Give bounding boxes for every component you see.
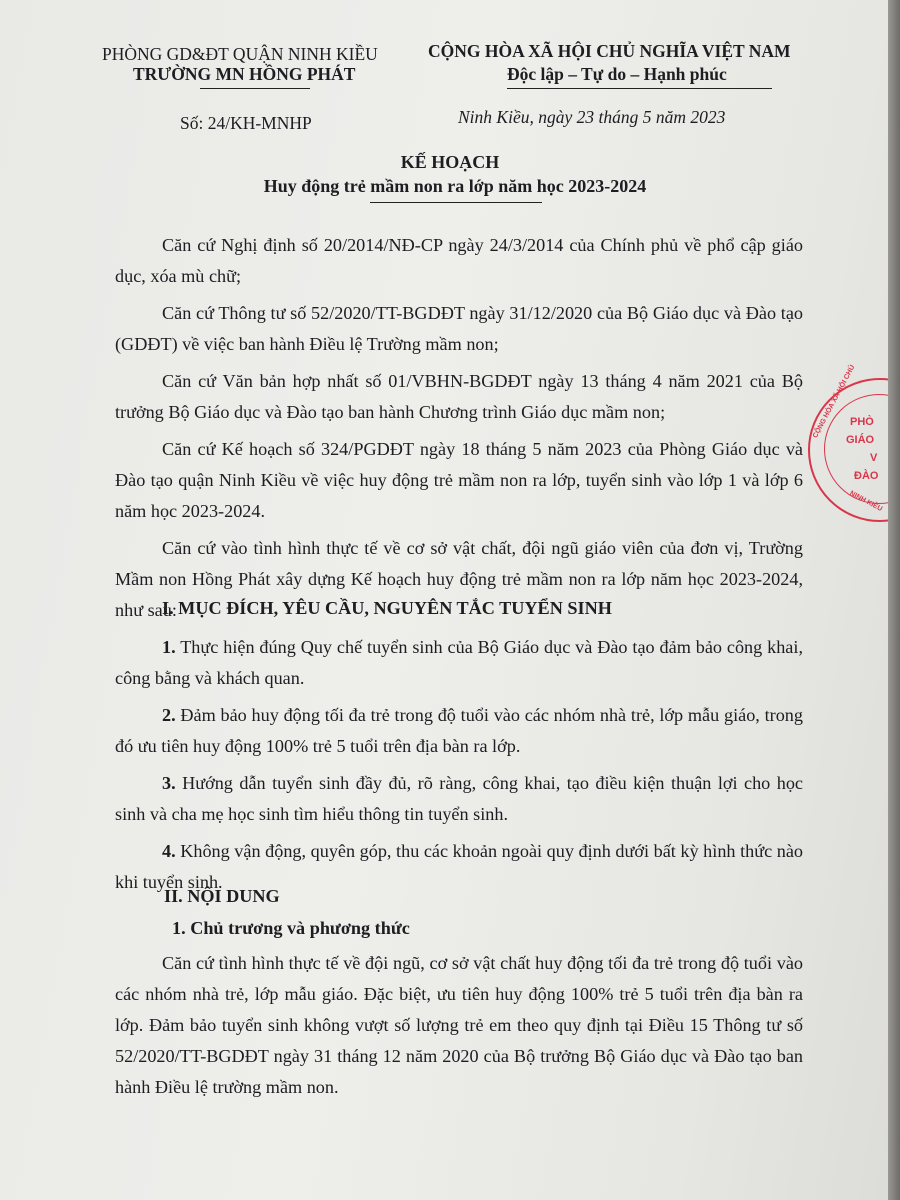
page-edge-shadow <box>888 0 900 1200</box>
stamp-rim-text: CỘNG HÒA XÃ HỘI CHỦ <box>812 364 857 440</box>
list-item: 4. Không vận động, quyên góp, thu các khoản ngoài quy định dưới bất kỳ hình thức nào khi tuyển sinh. <box>115 841 803 892</box>
section1-list <box>115 632 803 898</box>
stamp-text: V <box>870 452 878 464</box>
document-title: KẾ HOẠCH <box>400 152 500 172</box>
section-heading-1: I. MỤC ĐÍCH, YÊU CẦU, NGUYÊN TẮC TUYỂN SINH <box>162 598 612 618</box>
list-item: 1. Thực hiện đúng Quy chế tuyển sinh của Bộ Giáo dục và Đào tạo đảm bảo công khai, công bằng và khách quan. <box>115 637 803 688</box>
preamble-paragraph: Căn cứ Thông tư số 52/2020/TT-BGDĐT ngày 31/12/2020 của Bộ Giáo dục và Đào tạo (GDĐT) về việc ban hành Điều lệ Trường mầm non; <box>115 303 803 354</box>
motto-underline <box>507 88 772 89</box>
body-paragraph: Căn cứ tình hình thực tế về đội ngũ, cơ sở vật chất huy động tối đa trẻ trong độ tuổi vào các nhóm nhà trẻ, lớp mẫu giáo. Đặc biệt, ưu tiên huy động 100% trẻ 5 tuổi trên địa bàn ra lớp. Đảm bảo tuyển sinh không vượt số lượng trẻ em theo quy định tại Điều 15 Thông tư số 52/2020/TT-BGDĐT ngày 31 tháng 12 năm 2020 của Bộ trưởng Bộ Giáo dục và Đào tạo ban hành Điều lệ trường mầm non. <box>115 953 803 1097</box>
document-subtitle: Huy động trẻ mầm non ra lớp năm học 2023-2024 <box>263 176 647 196</box>
list-item: 3. Hướng dẫn tuyển sinh đầy đủ, rõ ràng, công khai, tạo điều kiện thuận lợi cho học sinh và cha mẹ học sinh tìm hiểu thông tin tuyển sinh. <box>115 773 803 824</box>
stamp-text: GIÁO <box>846 434 875 446</box>
stamp-text: PHÒ <box>850 416 874 428</box>
school-underline <box>200 88 310 89</box>
preamble-paragraph: Căn cứ vào tình hình thực tế về cơ sở vật chất, đội ngũ giáo viên của đơn vị, Trường Mầm non Hồng Phát xây dựng Kế hoạch huy động trẻ mầm non ra lớp năm học 2023-2024, như sau: <box>115 538 803 620</box>
school-name: TRƯỜNG MN HỒNG PHÁT <box>133 64 356 84</box>
official-stamp <box>808 364 900 522</box>
nation-title: CỘNG HÒA XÃ HỘI CHỦ NGHĨA VIỆT NAM <box>428 41 791 61</box>
list-item: 2. Đảm bảo huy động tối đa trẻ trong độ tuổi vào các nhóm nhà trẻ, lớp mẫu giáo, trong đó ưu tiên huy động 100% trẻ 5 tuổi trên địa bàn ra lớp. <box>115 705 803 756</box>
section-heading-2: II. NỘI DUNG <box>164 886 280 906</box>
preamble-paragraph: Căn cứ Văn bản hợp nhất số 01/VBHN-BGDĐT ngày 13 tháng 4 năm 2021 của Bộ trưởng Bộ Giáo dục và Đào tạo ban hành Chương trình Giáo dục mầm non; <box>115 371 803 422</box>
subtitle-underline <box>370 202 542 203</box>
preamble <box>115 230 803 626</box>
preamble-paragraph: Căn cứ Kế hoạch số 324/PGDĐT ngày 18 tháng 5 năm 2023 của Phòng Giáo dục và Đào tạo quận Ninh Kiều về việc huy động trẻ mầm non ra lớp, tuyển sinh vào lớp 1 và lớp 6 năm học 2023-2024. <box>115 439 803 521</box>
section2-body <box>115 948 803 1103</box>
stamp-text: ĐÀO <box>854 470 879 482</box>
document-number: Số: 24/KH-MNHP <box>180 113 312 133</box>
agency-name: PHÒNG GD&ĐT QUẬN NINH KIỀU <box>102 44 378 64</box>
stamp-rim-text: NINH KIỀU <box>848 490 884 513</box>
motto: Độc lập – Tự do – Hạnh phúc <box>507 64 727 84</box>
preamble-paragraph: Căn cứ Nghị định số 20/2014/NĐ-CP ngày 24/3/2014 của Chính phủ về phổ cập giáo dục, xóa mù chữ; <box>115 235 803 286</box>
subsection-heading: 1. Chủ trương và phương thức <box>172 918 410 938</box>
document-date: Ninh Kiều, ngày 23 tháng 5 năm 2023 <box>458 107 726 127</box>
